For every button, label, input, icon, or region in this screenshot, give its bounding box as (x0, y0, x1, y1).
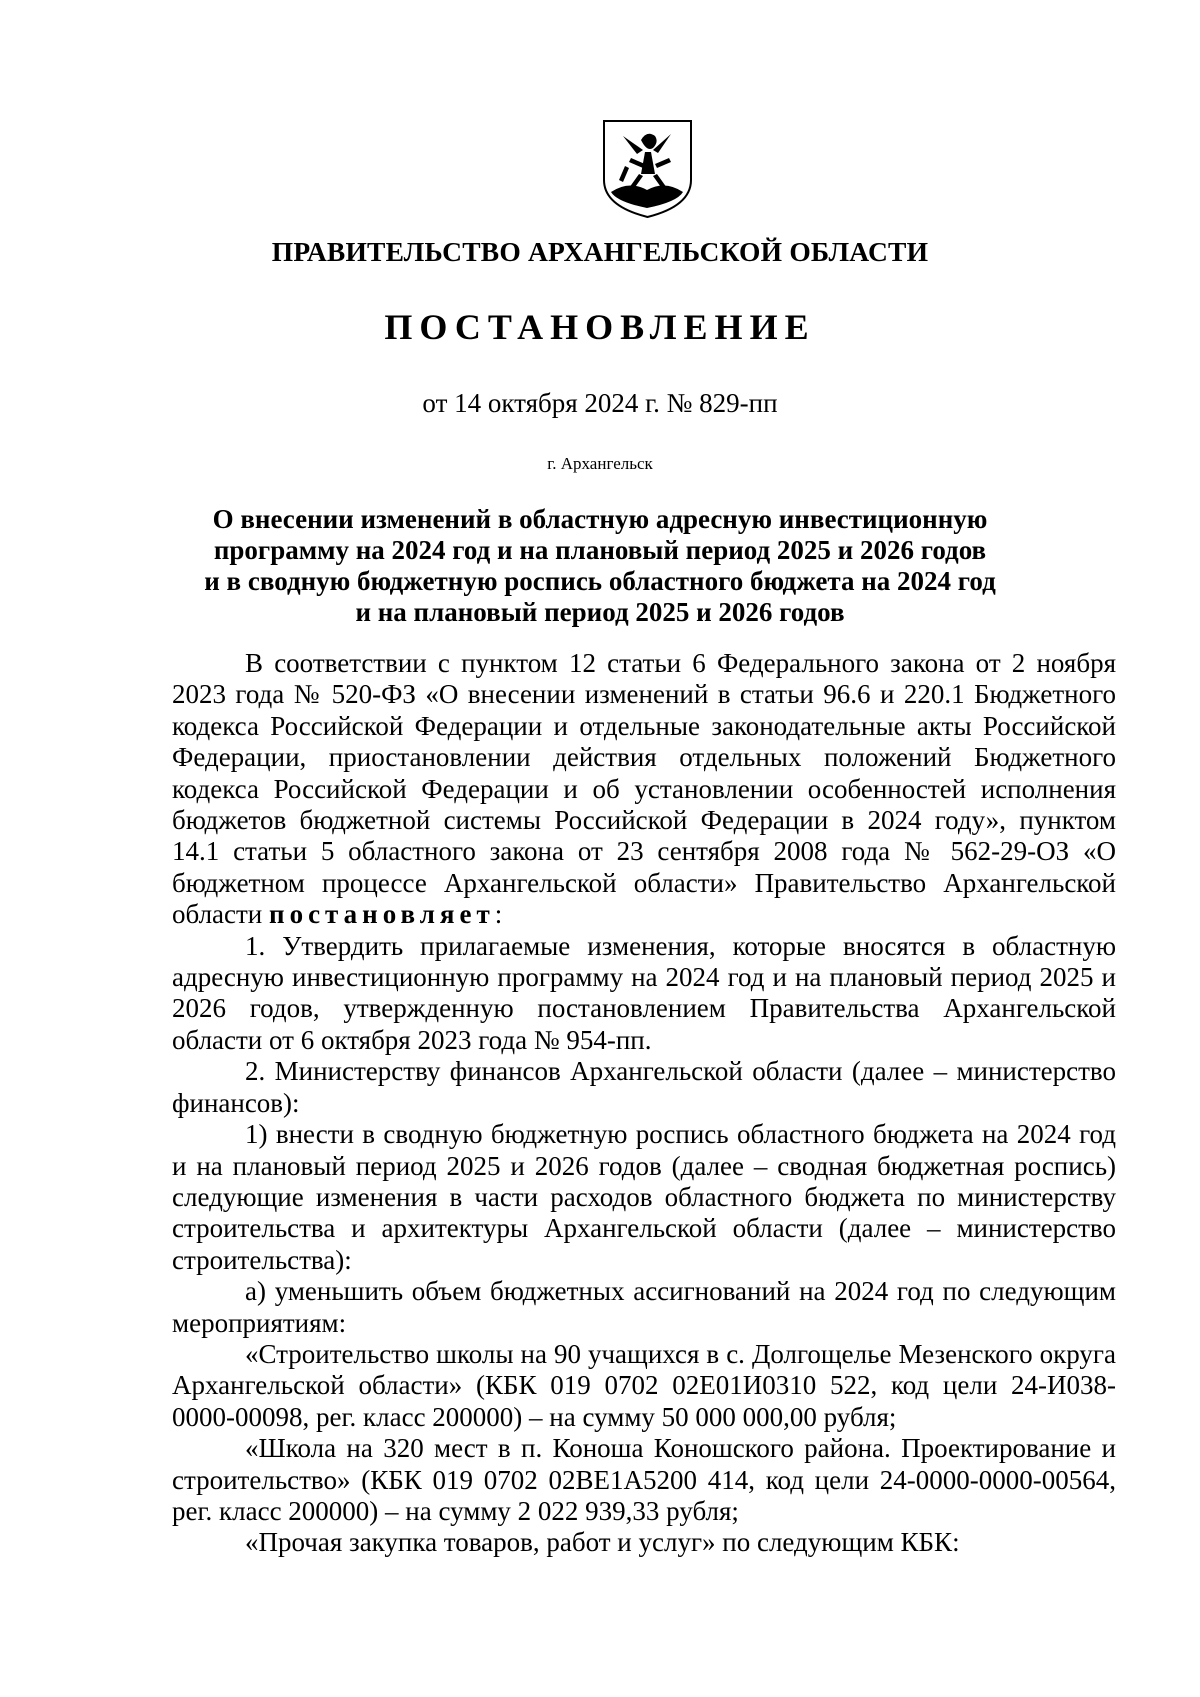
heading-line: программу на 2024 год и на плановый период 2025 и 2026 годов (213, 535, 987, 565)
item-1-paragraph: 1. Утвердить прилагаемые изменения, которые вносятся в областную адресную инвестиционную программу на 2024 год и на плановый период 2025 и 2026 годов, утвержденную постановлением Правительства Архангельской области от 6 октября 2023 года № 954-пп. (172, 930, 1116, 1055)
item-2-1-a-paragraph: а) уменьшить объем бюджетных ассигнований на 2024 год по следующим мероприятиям: (172, 1276, 1116, 1338)
heading-line: и в сводную бюджетную роспись областного бюджета на 2024 год (204, 566, 996, 596)
resolution-heading (170, 504, 1030, 628)
document-city: г. Архангельск (547, 454, 653, 473)
measure-2-paragraph: «Школа на 320 мест в п. Коноша Коношского района. Проектирование и строительство» (КБК 019 0702 02ВЕ1А5200 414, код цели 24-0000-0000-00564, рег. класс 200000) – на сумму 2 022 939,33 рубля; (172, 1433, 1116, 1526)
resolves-word: постановляет (269, 899, 495, 930)
heading-line: О внесении изменений в областную адресную инвестиционную (212, 504, 988, 534)
resolves-colon: : (494, 899, 503, 930)
arkhangelsk-coat-of-arms-icon (601, 118, 694, 220)
item-2-1-paragraph: 1) внести в сводную бюджетную роспись областного бюджета на 2024 год и на плановый период 2025 и 2026 годов (далее – сводная бюджетная роспись) следующие изменения в части расходов областного бюджета по министерству строительства и архитектуры Архангельской области (далее – министерство строительства): (172, 1119, 1116, 1275)
item-2-paragraph: 2. Министерству финансов Архангельской области (далее – министерство финансов): (172, 1056, 1116, 1118)
document-body (172, 648, 1116, 1559)
measure-1-paragraph: «Строительство школы на 90 учащихся в с. Долгощелье Мезенского округа Архангельской области» (КБК 019 0702 02Е01И0310 522, код цели 24-И038-0000-00098, рег. класс 200000) – на сумму 50 000 000,00 рубля; (172, 1338, 1116, 1432)
document-date-number: от 14 октября 2024 г. № 829-пп (422, 388, 778, 418)
government-name: ПРАВИТЕЛЬСТВО АРХАНГЕЛЬСКОЙ ОБЛАСТИ (271, 236, 929, 267)
heading-line: и на плановый период 2025 и 2026 годов (355, 597, 845, 627)
preamble-paragraph (172, 648, 1116, 931)
preamble-text: В соответствии с пунктом 12 статьи 6 Федерального закона от 2 ноября 2023 года № 520-ФЗ «О внесении изменений в статьи 96.6 и 220.1 Бюджетного кодекса Российской Федерации и отдельные законодательные акты Российской Федерации, приостановлении действия отдельных положений Бюджетного кодекса Российской Федерации и об установлении особенностей исполнения бюджетов бюджетной системы Российской Федерации в 2024 году», пунктом 14.1 статьи 5 областного закона от 23 сентября 2008 года № 562-29-ОЗ «О бюджетном процессе Архангельской области» Правительство Архангельской области (172, 648, 1116, 930)
document-type-title: ПОСТАНОВЛЕНИЕ (384, 307, 816, 347)
measure-3-paragraph: «Прочая закупка товаров, работ и услуг» по следующим КБК: (245, 1527, 960, 1558)
